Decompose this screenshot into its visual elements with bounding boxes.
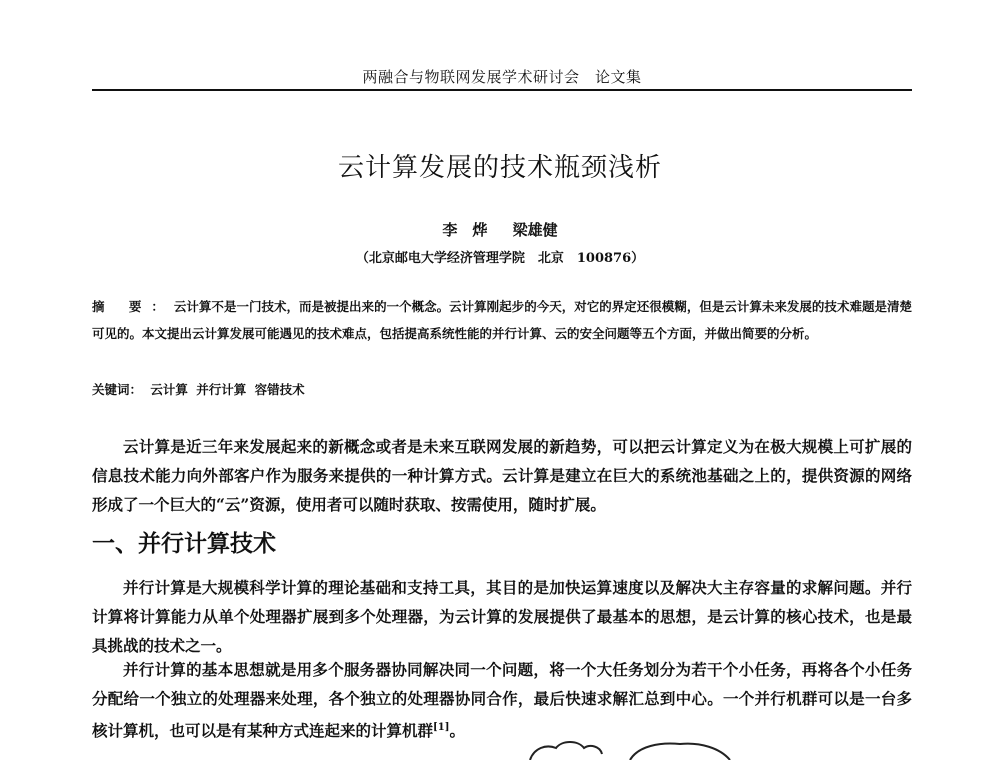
keywords — [92, 380, 912, 398]
abstract-label: 摘 要： — [92, 299, 174, 314]
abstract-text: 云计算不是一门技术，而是被提出来的一个概念。云计算刚起步的今天，对它的界定还很模糊，但是云计算未来发展的技术难题是清楚可见的。本文提出云计算发展可能遇见的技术难点，包括提高系统性能的并行计算、云的安全问题等五个方面，并做出简要的分析。 — [92, 299, 912, 341]
cloud-outline — [530, 742, 602, 760]
keyword-item: 云计算 — [150, 382, 188, 397]
author-2: 梁雄健 — [512, 221, 558, 239]
header-rule — [92, 89, 912, 91]
authors — [0, 219, 1000, 240]
figure-fragment — [520, 738, 740, 760]
keywords-label: 关键词： — [92, 382, 143, 397]
paragraph-end: 。 — [449, 721, 465, 741]
author-1: 李 烨 — [442, 221, 488, 239]
section-heading: 一、并行计算技术 — [92, 531, 276, 557]
intro-paragraph: 云计算是近三年来发展起来的新概念或者是未来互联网发展的新趋势，可以把云计算定义为在极大规模上可扩展的信息技术能力向外部客户作为服务来提供的一种计算方式。云计算是建立在巨大的系统池基础之上的，提供资源的网络形成了一个巨大的“云”资源，使用者可以随时获取、按需使用，随时扩展。 — [92, 437, 912, 514]
section-paragraph-1: 并行计算是大规模科学计算的理论基础和支持工具，其目的是加快运算速度以及解决大主存容量的求解问题。并行计算将计算能力从单个处理器扩展到多个处理器，为云计算的发展提供了最基本的思想，是云计算的核心技术，也是最具挑战的技术之一。 — [92, 578, 912, 655]
abstract — [92, 293, 912, 347]
affiliation: （北京邮电大学经济管理学院 北京 100876） — [355, 251, 645, 266]
keyword-item: 容错技术 — [254, 382, 305, 397]
citation-marker: [1] — [433, 722, 450, 733]
section-paragraph-2 — [92, 655, 912, 745]
keyword-item: 并行计算 — [196, 382, 247, 397]
running-header: 两融合与物联网发展学术研讨会 论文集 — [362, 68, 642, 86]
cloud-outline-2 — [630, 744, 730, 760]
paper-title: 云计算发展的技术瓶颈浅析 — [337, 153, 662, 183]
paragraph-text: 并行计算的基本思想就是用多个服务器协同解决同一个问题，将一个大任务划分为若干个小任务，再将各个小任务分配给一个独立的处理器来处理，各个独立的处理器协同合作，最后快速求解汇总到中心。一个并行机群可以是一台多核计算机，也可以是有某种方式连起来的计算机群 — [92, 660, 912, 741]
